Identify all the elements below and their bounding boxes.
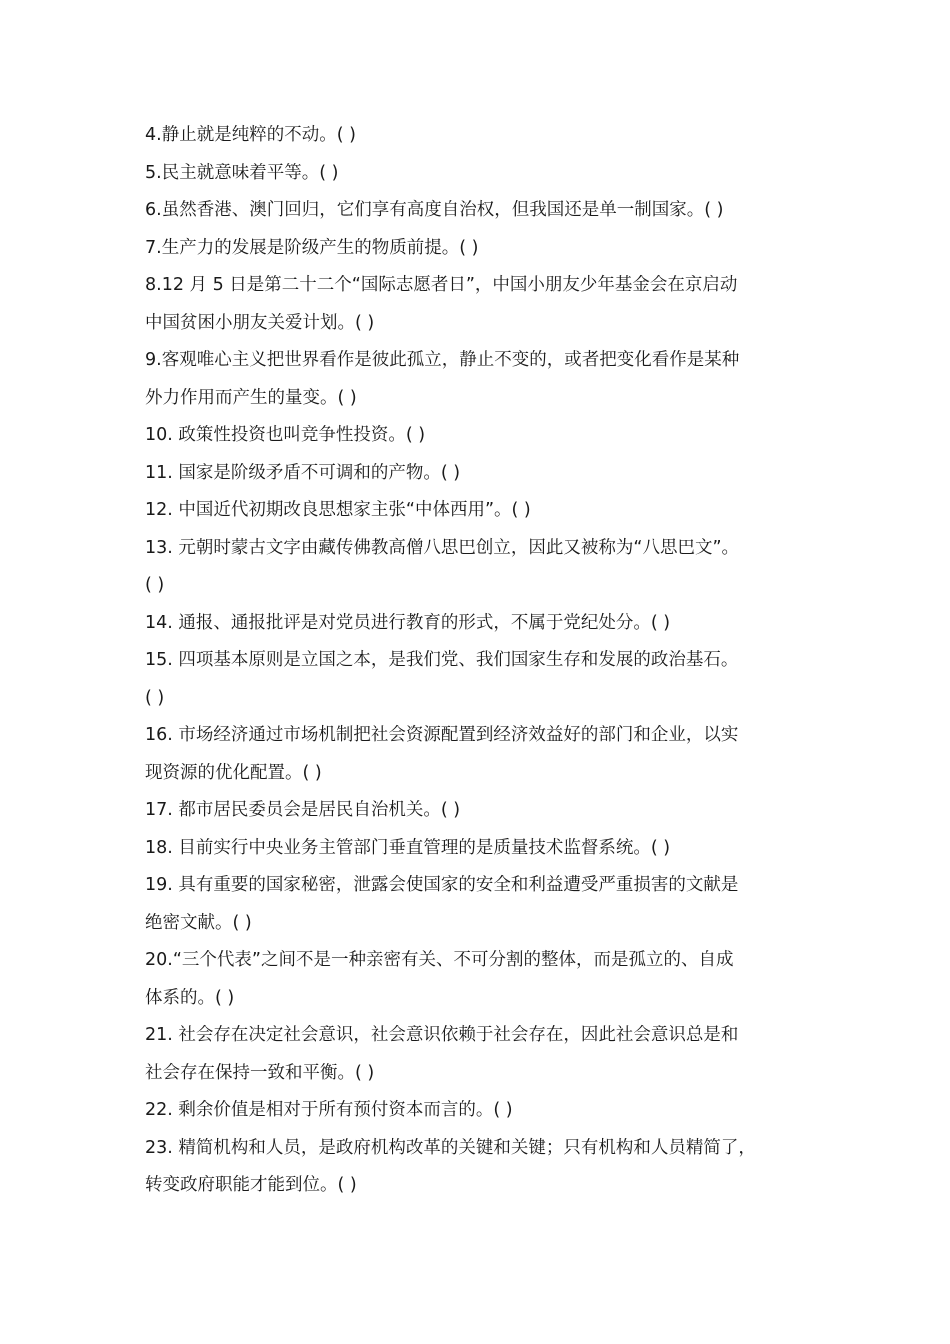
question-list [145, 117, 825, 1205]
text-line: 13. 元朝时蒙古文字由藏传佛教高僧八思巴创立，因此又被称为“八思巴文”。 [145, 537, 740, 558]
text-line: 19. 具有重要的国家秘密，泄露会使国家的安全和利益遭受严重损害的文献是 [145, 875, 739, 895]
text-line: 7.生产力的发展是阶级产生的物质前提。( ) [145, 237, 479, 258]
text-line: 转变政府职能才能到位。( ) [145, 1175, 357, 1195]
text-line: 16. 市场经济通过市场机制把社会资源配置到经济效益好的部门和企业，以实 [145, 725, 739, 745]
text-line: 现资源的优化配置。( ) [145, 762, 322, 783]
text-line: 绝密文献。( ) [145, 912, 252, 933]
text-line: 10. 政策性投资也叫竞争性投资。( ) [145, 425, 426, 445]
text-line: 8.12 月 5 日是第二十二个“国际志愿者日”，中国小朋友少年基金会在京启动 [145, 275, 738, 295]
text-line: 15. 四项基本原则是立国之本，是我们党、我们国家生存和发展的政治基石。 [145, 650, 739, 670]
text-line: 12. 中国近代初期改良思想家主张“中体西用”。( ) [145, 500, 531, 520]
text-line: 21. 社会存在决定社会意识，社会意识依赖于社会存在，因此社会意识总是和 [145, 1025, 739, 1045]
text-line: 4.静止就是纯粹的不动。( ) [145, 125, 356, 145]
text-line: 体系的。( ) [145, 987, 235, 1008]
text-line: 6.虽然香港、澳门回归，它们享有高度自治权，但我国还是单一制国家。( ) [145, 200, 724, 220]
text-line: 14. 通报、通报批评是对党员进行教育的形式，不属于党纪处分。( ) [145, 612, 671, 633]
text-line: 中国贫困小朋友关爱计划。( ) [145, 312, 375, 333]
text-line: 外力作用而产生的量变。( ) [145, 387, 357, 408]
text-line: 5.民主就意味着平等。( ) [145, 162, 339, 183]
text-line: 23. 精简机构和人员，是政府机构改革的关键和关键；只有机构和人员精简了， [145, 1137, 756, 1158]
text-line: 17. 都市居民委员会是居民自治机关。( ) [145, 800, 461, 820]
text-line: ( ) [145, 687, 165, 708]
text-line: 11. 国家是阶级矛盾不可调和的产物。( ) [145, 462, 461, 483]
text-line: 社会存在保持一致和平衡。( ) [145, 1062, 375, 1083]
text-line: 20.“三个代表”之间不是一种亲密有关、不可分割的整体，而是孤立的、自成 [145, 950, 734, 970]
text-line: ( ) [145, 575, 165, 595]
text-line: 9.客观唯心主义把世界看作是彼此孤立，静止不变的，或者把变化看作是某种 [145, 350, 740, 370]
text-line: 18. 目前实行中央业务主管部门垂直管理的是质量技术监督系统。( ) [145, 837, 671, 858]
text-line: 22. 剩余价值是相对于所有预付资本而言的。( ) [145, 1100, 513, 1120]
